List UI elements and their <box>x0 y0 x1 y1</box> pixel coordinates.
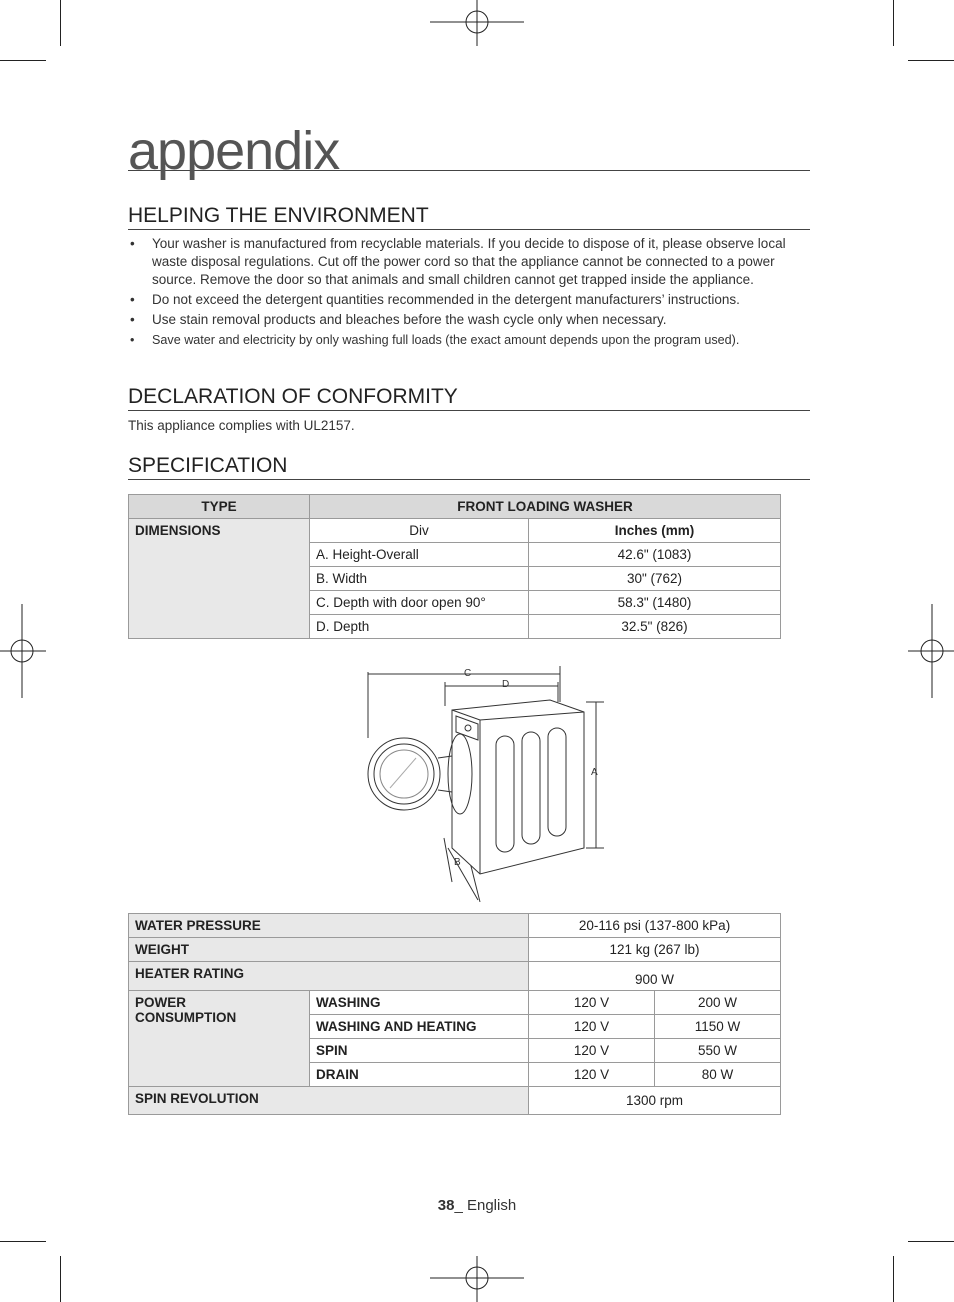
heading-specification: SPECIFICATION <box>128 455 810 480</box>
heater-value: 900 W <box>529 962 781 991</box>
crop-mark <box>60 1256 61 1302</box>
list-item: • Save water and electricity by only washing full loads (the exact amount depends upon the program used). <box>128 331 798 349</box>
inches-header: Inches (mm) <box>529 519 781 543</box>
table-row <box>129 962 781 991</box>
dimensions-label: DIMENSIONS <box>129 519 310 639</box>
heater-label: HEATER RATING <box>129 962 529 991</box>
weight-value: 121 kg (267 lb) <box>529 938 781 962</box>
power-watts: 550 W <box>655 1039 781 1063</box>
crop-mark <box>0 60 46 61</box>
page-footer <box>0 1197 954 1214</box>
power-mode: WASHING AND HEATING <box>310 1015 529 1039</box>
page-title <box>128 118 810 181</box>
type-value: FRONT LOADING WASHER <box>310 495 781 519</box>
registration-mark-icon <box>430 0 524 48</box>
type-label: TYPE <box>129 495 310 519</box>
table-row <box>129 1087 781 1115</box>
power-mode: WASHING <box>310 991 529 1015</box>
water-pressure-value: 20-116 psi (137-800 kPa) <box>529 914 781 938</box>
power-voltage: 120 V <box>529 1015 655 1039</box>
water-pressure-label: WATER PRESSURE <box>129 914 529 938</box>
power-voltage: 120 V <box>529 1039 655 1063</box>
dimension-value: 32.5" (826) <box>529 615 781 639</box>
dimension-label-b: B <box>454 857 461 868</box>
dimension-label-d: D <box>502 679 510 690</box>
conformity-text: This appliance complies with UL2157. <box>128 418 355 433</box>
footer-language: _ English <box>454 1197 517 1214</box>
dimension-label: C. Depth with door open 90° <box>310 591 529 615</box>
registration-mark-icon <box>906 604 954 698</box>
list-item: • Use stain removal products and bleaches before the wash cycle only when necessary. <box>128 311 798 329</box>
dimension-label-a: A <box>591 767 598 778</box>
div-header: Div <box>310 519 529 543</box>
power-voltage: 120 V <box>529 991 655 1015</box>
crop-mark <box>908 60 954 61</box>
crop-mark <box>893 0 894 46</box>
power-watts: 200 W <box>655 991 781 1015</box>
crop-mark <box>0 1241 46 1242</box>
crop-mark <box>893 1256 894 1302</box>
list-item: • Your washer is manufactured from recyclable materials. If you decide to dispose of it, please observe local waste disposal regulations. Cut off the power cord so that the appliance cannot be connected to a power source. Remove the door so that animals and small children cannot get trapped inside the appliance. <box>128 235 798 289</box>
weight-label: WEIGHT <box>129 938 529 962</box>
power-mode: DRAIN <box>310 1063 529 1087</box>
dimension-label: B. Width <box>310 567 529 591</box>
power-watts: 80 W <box>655 1063 781 1087</box>
dimension-value: 42.6" (1083) <box>529 543 781 567</box>
power-watts: 1150 W <box>655 1015 781 1039</box>
crop-mark <box>908 1241 954 1242</box>
table-row <box>129 914 781 938</box>
spin-revolution-value: 1300 rpm <box>529 1087 781 1115</box>
washer-dimension-diagram <box>360 662 610 902</box>
page-title-text: appendix <box>128 121 340 181</box>
dimension-value: 58.3" (1480) <box>529 591 781 615</box>
table-row <box>129 938 781 962</box>
page-number: 38 <box>437 1197 455 1214</box>
power-voltage: 120 V <box>529 1063 655 1087</box>
specification-table <box>128 913 781 1115</box>
crop-mark <box>60 0 61 46</box>
power-label-line: POWER <box>135 995 187 1010</box>
dimension-label: D. Depth <box>310 615 529 639</box>
dimension-label: A. Height-Overall <box>310 543 529 567</box>
heading-conformity: DECLARATION OF CONFORMITY <box>128 386 810 411</box>
dimension-value: 30" (762) <box>529 567 781 591</box>
table-row <box>129 991 781 1015</box>
power-label-line: CONSUMPTION <box>135 1010 237 1025</box>
dimension-label-c: C <box>464 668 472 679</box>
power-consumption-label <box>129 991 310 1087</box>
registration-mark-icon <box>430 1256 524 1302</box>
spin-revolution-label: SPIN REVOLUTION <box>129 1087 529 1115</box>
heading-environment: HELPING THE ENVIRONMENT <box>128 205 810 230</box>
registration-mark-icon <box>0 604 48 698</box>
power-mode: SPIN <box>310 1039 529 1063</box>
dimensions-table <box>128 494 781 639</box>
environment-list <box>128 235 798 351</box>
list-item: • Do not exceed the detergent quantities recommended in the detergent manufacturers’ instructions. <box>128 291 798 309</box>
